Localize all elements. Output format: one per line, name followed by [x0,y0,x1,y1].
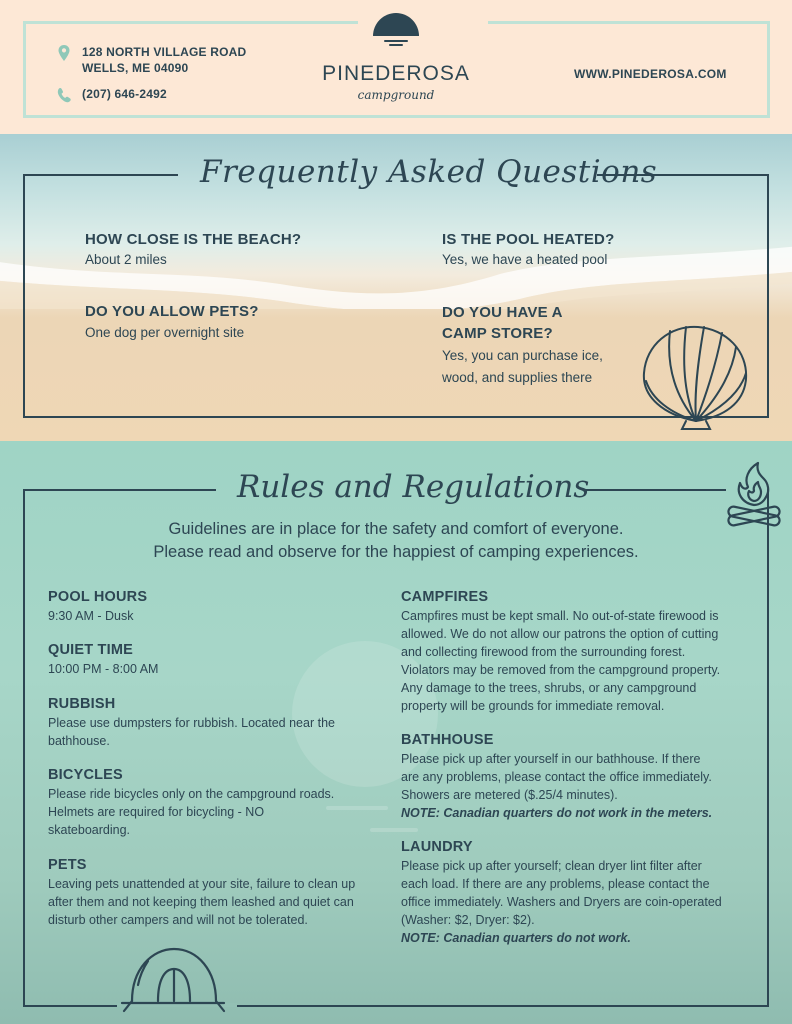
rules-title: Rules and Regulations [237,469,590,505]
faq-answer: Yes, we have a heated pool [442,252,608,267]
rule-note: NOTE: Canadian quarters do not work in the meters. [401,806,713,820]
faq-answer: One dog per overnight site [85,325,245,340]
rule-text: property will be grounds for immediate removal. [401,699,665,713]
rule-text: Please pick up after yourself in our bathhouse. If there [401,752,701,766]
rule-text: Please pick up after yourself; clean dryer lint filter after [401,859,702,873]
rule-text: Helmets are required for bicycling - NO [48,805,265,819]
faq-question: DO YOU ALLOW PETS? [85,303,259,320]
brand-subtitle: campground [357,88,435,102]
rule-heading: POOL HOURS [48,589,148,605]
campfire-icon [722,457,786,537]
tent-icon [118,941,228,1017]
rule-text: Leaving pets unattended at your site, failure to clean up [48,877,356,891]
phone-icon [56,86,72,104]
location-pin-icon [56,44,72,62]
faq-answer: wood, and supplies there [442,370,593,385]
rule-text: are any problems, please contact the office immediately. [401,770,712,784]
sunset-logo-icon [371,12,421,48]
rule-text: (Washer: $2, Dryer: $2). [401,913,535,927]
rule-heading: BATHHOUSE [401,732,494,748]
rule-heading: RUBBISH [48,696,116,712]
faq-question: HOW CLOSE IS THE BEACH? [85,231,302,248]
faq-answer: About 2 miles [85,252,167,267]
rule-text: Any damage to the trees, shrubs, or any campground [401,681,697,695]
rule-text: Campfires must be kept small. No out-of-state firewood is [401,609,719,623]
faq-title: Frequently Asked Questions [200,154,658,190]
rule-heading: PETS [48,857,87,873]
header [0,0,792,134]
rule-text: Please use dumpsters for rubbish. Located near the [48,716,335,730]
faq-question: IS THE POOL HEATED? [442,231,615,248]
faq-question: CAMP STORE? [442,325,553,342]
rule-text: bathhouse. [48,734,110,748]
rule-text: office immediately. Washers and Dryers are coin-operated [401,895,722,909]
phone-number[interactable]: (207) 646-2492 [82,87,167,101]
rule-text: Violators may be removed from the campground property. [401,663,721,677]
rule-text: 10:00 PM - 8:00 AM [48,662,159,676]
brand-name: PINEDEROSA [322,62,470,85]
rule-text: skateboarding. [48,823,131,837]
website-link[interactable]: WWW.PINEDEROSA.COM [574,67,727,81]
rules-section [0,441,792,1024]
rule-note: NOTE: Canadian quarters do not work. [401,931,631,945]
intro-line: Guidelines are in place for the safety and comfort of everyone. [168,520,624,538]
rule-heading: QUIET TIME [48,642,133,658]
rule-text: Showers are metered ($.25/4 minutes). [401,788,618,802]
rule-text: Please ride bicycles only on the campground roads. [48,787,335,801]
address-line2: WELLS, ME 04090 [82,61,189,75]
faq-question: DO YOU HAVE A [442,304,563,321]
intro-line: Please read and observe for the happiest of camping experiences. [153,543,639,561]
faq-answer: Yes, you can purchase ice, [442,348,603,363]
rule-text: after them and not keeping them leashed and quiet can [48,895,354,909]
rule-text: allowed. We do not allow our patrons the option of cutting [401,627,719,641]
rule-text: 9:30 AM - Dusk [48,609,134,623]
rule-text: and collecting firewood from the surrounding forest. [401,645,686,659]
rule-heading: CAMPFIRES [401,589,489,605]
rule-heading: BICYCLES [48,767,123,783]
address-block [56,44,246,76]
seashell-icon [636,317,756,432]
rule-text: disturb other campers and will not be tolerated. [48,913,308,927]
rule-text: each load. If there are any problems, please contact the [401,877,710,891]
address-line1: 128 NORTH VILLAGE ROAD [82,45,247,59]
phone-block [56,86,167,104]
rule-heading: LAUNDRY [401,839,473,855]
faq-section [0,134,792,441]
